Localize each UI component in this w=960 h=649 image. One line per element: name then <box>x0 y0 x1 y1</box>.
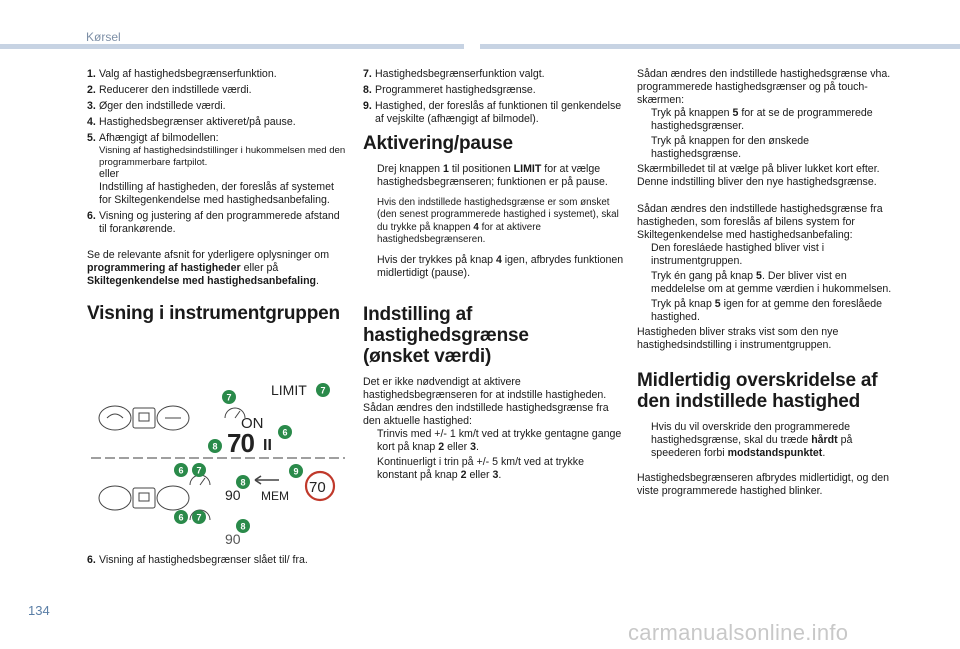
svg-text:8: 8 <box>212 441 218 452</box>
control-oval <box>99 486 131 510</box>
bullet-item: Den foresláede hastighed bliver vist i instrumentgruppen. <box>651 242 825 267</box>
gauge-icon <box>107 414 123 418</box>
column-1 <box>87 68 349 324</box>
marker-badge <box>222 390 236 404</box>
marker-badge <box>289 464 303 478</box>
bullet-item: Hvis der trykkes på knap 4 igen, afbrydes funktionen midlertidigt (pause). <box>377 254 624 280</box>
control-square <box>133 488 155 508</box>
speed-value: 70 <box>227 428 254 458</box>
marker-badge <box>236 475 250 489</box>
bullet-item: Hvis den indstillede hastighedsgrænse er som ønsket (den senest programmerede hastighed i systemet), skal du trykke på knappen 4 for at aktivere hastighedsbegrænseren. <box>377 197 619 245</box>
bullet-item: Trinvis med +/- 1 km/t ved at trykke gentagne gange kort på knap 2 eller 3. <box>377 428 622 454</box>
list-item: 2. Reducerer den indstillede værdi. <box>87 84 252 96</box>
header-rule-left <box>0 44 464 49</box>
instrument-cluster-figure <box>87 380 349 548</box>
bullet-item: Tryk på knap 5 igen for at gemme den foreslåede hastighed. <box>651 298 883 323</box>
screen-icon <box>139 413 149 421</box>
column-3: Sådan ændres den indstillede hastighedsgrænse vha. programmerede hastighedsgrænser og på touch-skærmen: Tryk på knappen 5 for at se de programmerede hastighedsgrænser. Tryk på knappen for den ønskede hastighedsgrænse. Skærmbilledet til at vælge på bliver lukket kort efter. Denne indstilling bliver den nye hastighedsgrænse. Sådan ændres den indstillede hastighedsgrænse fra hastigheden, som foreslås af bilens system for Skiltegenkendelse med hastighedsanbefaling: Den foresláede hastighed bliver vist i instrumentgruppen. Tryk én gang på knap 5. Der bliver vist en meddelelse om at gemme værdien i hukommelsen. Tryk på knap 5 igen for at gemme den foreslåede hastighed. Hastigheden bliver straks vist som den nye hastighedsindstilling i instrumentgruppen. Midlertidig overskridelse af den indstillede hastighed Hvis du vil overskride den programmerede hastighedsgrænse, skal du træde hårdt på speederen forbi modstandspunktet. Hastighedsbegrænseren afbrydes midlertidigt, og den viste programmerede hastighed blinker. <box>637 68 899 498</box>
marker-badge <box>316 383 330 397</box>
cluster-illustration <box>87 380 349 548</box>
marker-badge <box>174 510 188 524</box>
watermark: carmanualsonline.info <box>628 620 849 645</box>
control-oval <box>157 486 189 510</box>
svg-text:9: 9 <box>293 466 299 477</box>
bullet-item: Tryk én gang på knap 5. Der bliver vist en meddelelse om at gemme værdien i hukommelsen. <box>651 270 892 295</box>
svg-text:8: 8 <box>240 521 246 532</box>
bullet-item: Tryk på knappen 5 for at se de programmerede hastighedsgrænser. <box>651 107 873 132</box>
list-item: 4. Hastighedsbegrænser aktiveret/på pause. <box>87 116 296 128</box>
header-rule-right <box>480 44 960 49</box>
pause-icon: II <box>263 437 272 454</box>
mem-label: MEM <box>261 489 289 503</box>
marker-badge <box>236 519 250 533</box>
svg-text:6: 6 <box>178 512 184 523</box>
list-item: 5. Afhængigt af bilmodellen: Visning af hastighedsindstillinger i hukommelsen med den programmerbare fartpilot. eller Indstilling af hastigheden, der foreslås af systemet for Skiltegenkendelse med hastighedsanbefaling. <box>87 132 346 206</box>
heading-activation: Aktivering/pause <box>363 133 513 154</box>
svg-text:7: 7 <box>226 392 232 403</box>
marker-badge <box>192 510 206 524</box>
speed-value: 90 <box>225 487 241 503</box>
bullet-item: Drej knappen 1 til positionen LIMIT for at vælge hastighedsbegrænseren; funktionen er på pause. <box>377 163 608 188</box>
marker-badge <box>278 425 292 439</box>
figure-caption: 6. Visning af hastighedsbegrænser slået til/ fra. <box>87 554 308 566</box>
heading-temporary-override: Midlertidig overskridelse af den indstillede hastighed <box>637 370 878 412</box>
heading-instrument-display: Visning i instrumentgruppen <box>87 303 340 324</box>
speed-value: 90 <box>225 531 241 547</box>
on-label: ON <box>241 415 264 432</box>
legend-list-2 <box>363 68 625 126</box>
page-number: 134 <box>28 603 50 618</box>
control-oval <box>99 406 131 430</box>
list-item: 9. Hastighed, der foreslås af funktionen til genkendelse af vejskilte (afhængigt af bilmodel). <box>363 100 622 125</box>
list-item: 3. Øger den indstillede værdi. <box>87 100 226 112</box>
heading-set-limit: Indstilling af hastighedsgrænse (ønsket værdi) <box>363 304 529 368</box>
marker-badge <box>174 463 188 477</box>
list-item: 7. Hastighedsbegrænserfunktion valgt. <box>363 68 545 80</box>
svg-text:7: 7 <box>196 512 202 523</box>
svg-text:6: 6 <box>178 465 184 476</box>
legend-list-1 <box>87 68 349 236</box>
svg-text:7: 7 <box>196 465 202 476</box>
svg-text:6: 6 <box>282 427 288 438</box>
list-item: 1. Valg af hastighedsbegrænserfunktion. <box>87 68 277 80</box>
marker-badge <box>192 463 206 477</box>
bullet-item: Hvis du vil overskride den programmerede hastighedsgrænse, skal du træde hårdt på speederen forbi modstandspunktet. <box>651 421 853 459</box>
list-item: 6. Visning og justering af den programmerede afstand til forankørende. <box>87 210 340 235</box>
column-2: 7. Hastighedsbegrænserfunktion valgt. 8. Programmeret hastighedsgrænse. 9. Hastighed, der foreslås af funktionen til genkendelse af vejskilte (afhængigt af bilmodel). Aktivering/pause Drej knappen 1 til positionen LIMIT for at vælge hastighedsbegrænseren; funktionen er på pause. Hvis den indstillede hastighedsgrænse er som ønsket (den senest programmerede hastighed i systemet), skal du trykke på knappen 4 for at aktivere hastighedsbegrænseren. Hvis der trykkes på knap 4 igen, afbrydes funktionen midlertidigt (pause). Indstilling af hastighedsgrænse (ønsket værdi) Det er ikke nødvendigt at aktivere hastighedsbegrænseren for at indstille hastigheden. Sådan ændres den indstillede hastighedsgrænse fra den aktuelle hastighed: Trinvis med +/- 1 km/t ved at trykke gentagne gange kort på knap 2 eller 3. Kontinuerligt i trin på +/- 5 km/t ved at trykke konstant på knap 2 eller 3. <box>363 68 624 482</box>
list-item: 8. Programmeret hastighedsgrænse. <box>363 84 536 96</box>
bullet-item: Kontinuerligt i trin på +/- 5 km/t ved at trykke konstant på knap 2 eller 3. <box>377 456 584 482</box>
control-square <box>133 408 155 428</box>
svg-text:7: 7 <box>320 385 326 396</box>
svg-text:8: 8 <box>240 477 246 488</box>
limit-label: LIMIT <box>271 382 307 398</box>
speed-sign-value: 70 <box>309 479 326 496</box>
bullet-item: Tryk på knappen for den ønskede hastighedsgrænse. <box>651 135 810 160</box>
marker-badge <box>208 439 222 453</box>
section-title: Kørsel <box>86 30 121 44</box>
cross-reference: Se de relevante afsnit for yderligere oplysninger om programmering af hastigheder eller på Skiltegenkendelse med hastighedsanbefaling. <box>87 249 330 287</box>
